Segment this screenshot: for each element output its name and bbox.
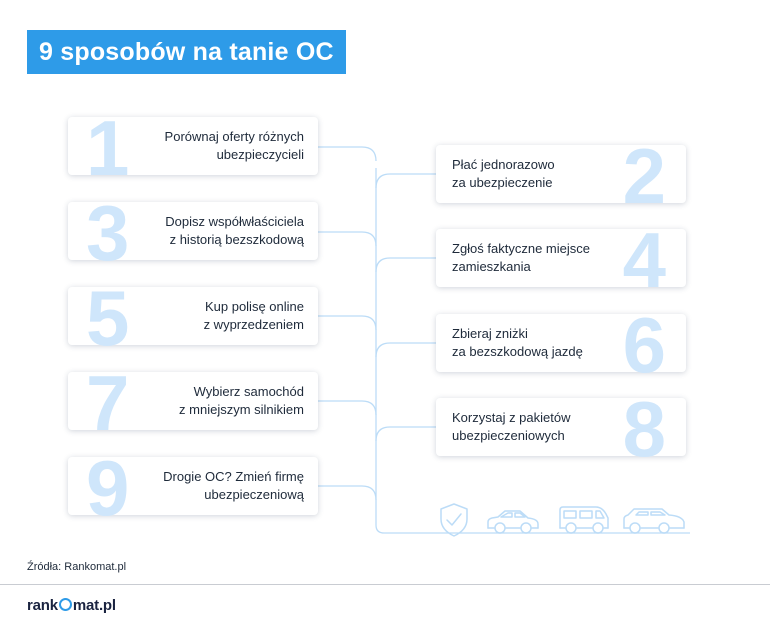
tip-text: Korzystaj z pakietów ubezpieczeniowych <box>452 410 571 443</box>
tip-number: 4 <box>622 216 666 304</box>
tip-number: 6 <box>622 301 666 389</box>
tip-number: 2 <box>622 132 666 220</box>
van-icon <box>560 507 608 533</box>
page-title: 9 sposobów na tanie OC <box>27 30 346 74</box>
tip-text: Zgłoś faktyczne miejsce zamieszkania <box>452 241 590 274</box>
tip-card-3 <box>68 189 318 277</box>
tip-text: Zbieraj zniżki za bezszkodową jazdę <box>452 326 583 359</box>
tip-card-4 <box>436 216 686 304</box>
tip-text: Wybierz samochód z mniejszym silnikiem <box>179 384 304 417</box>
divider <box>0 584 770 585</box>
tip-number: 1 <box>86 104 130 192</box>
tip-number: 5 <box>86 274 130 362</box>
tip-number: 9 <box>86 444 130 532</box>
car-icon <box>488 511 538 533</box>
tip-text: Drogie OC? Zmień firmę ubezpieczeniową <box>163 469 304 502</box>
tip-text: Kup polisę online z wyprzedzeniem <box>203 299 304 332</box>
tip-card-6 <box>436 301 686 389</box>
suv-icon <box>624 509 684 533</box>
rankomat-logo: rank mat.pl <box>27 597 116 614</box>
tip-card-8 <box>436 385 686 473</box>
source-note: Źródła: Rankomat.pl <box>27 561 127 573</box>
logo-circle-icon <box>59 598 72 611</box>
tip-card-1 <box>68 104 318 192</box>
tip-card-5 <box>68 274 318 362</box>
tip-card-2 <box>436 132 686 220</box>
tip-number: 8 <box>622 385 666 473</box>
tip-text: Porównaj oferty różnych ubezpieczycieli <box>164 129 304 162</box>
tip-number: 7 <box>86 359 130 447</box>
tip-number: 3 <box>86 189 130 277</box>
tip-card-9 <box>68 444 318 532</box>
shield-check-icon <box>441 504 467 536</box>
vehicle-icons <box>436 500 688 540</box>
tip-card-7 <box>68 359 318 447</box>
tip-text: Dopisz współwłaściciela z historią bezszkodową <box>165 214 304 247</box>
tip-text: Płać jednorazowo za ubezpieczenie <box>452 157 555 190</box>
